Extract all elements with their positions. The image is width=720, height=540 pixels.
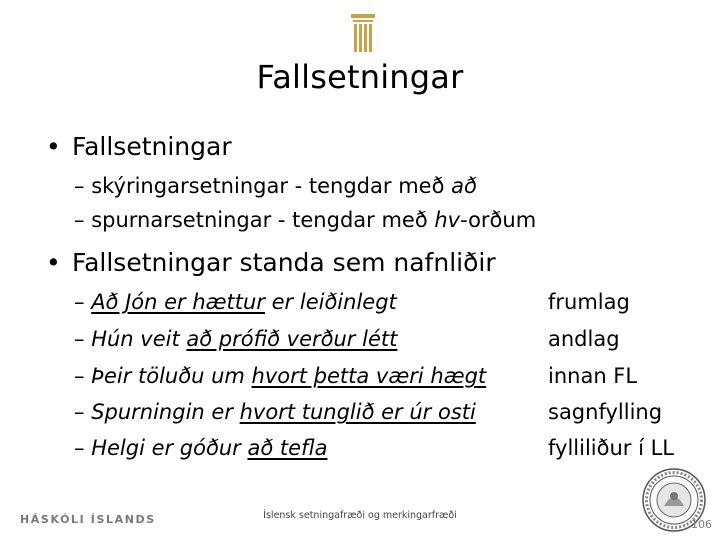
dash: – (74, 436, 85, 460)
example-sentence (74, 400, 476, 424)
sub-bullet-spurnar (74, 208, 536, 232)
bullet-dot: • (46, 248, 61, 277)
university-logo-icon (349, 12, 377, 56)
example-underlined-clause: að tefla (247, 436, 328, 460)
dash: – (74, 364, 85, 388)
bullet-dot: • (46, 132, 61, 161)
sub-bullet-italic: hv (434, 208, 461, 232)
example-sentence (74, 327, 397, 351)
slide-title: Fallsetningar (256, 58, 464, 96)
example-sentence (74, 290, 397, 314)
course-name: Íslensk setningafræði og merkingarfræði (263, 510, 457, 521)
function-label: andlag (548, 327, 620, 351)
sub-bullet-text: spurnarsetningar - tengdar með (91, 208, 435, 232)
function-label: sagnfylling (548, 400, 663, 424)
example-pre: Helgi er góður (91, 436, 248, 460)
dash: – (74, 327, 85, 351)
dash: – (74, 400, 85, 424)
example-sentence (74, 436, 327, 460)
function-label: innan FL (548, 364, 638, 388)
sub-bullet-italic: að (451, 174, 477, 198)
page-number: 106 (691, 518, 712, 531)
example-sentence (74, 364, 486, 388)
bullet-nafnlidir (46, 248, 496, 277)
example-underlined-clause: hvort þetta væri hægt (251, 364, 487, 388)
dash: – (74, 208, 85, 232)
bullet-fallsetningar (46, 132, 232, 161)
bullet-label: Fallsetningar standa sem nafnliðir (72, 248, 496, 277)
sub-bullet-skyringar (74, 174, 477, 198)
dash: – (74, 174, 85, 198)
sub-bullet-text: skýringarsetningar - tengdar með (91, 174, 452, 198)
example-underlined-clause: hvort tunglið er úr osti (239, 400, 476, 424)
example-pre: Þeir töluðu um (91, 364, 252, 388)
example-pre: Spurningin er (91, 400, 240, 424)
example-pre: Hún veit (91, 327, 187, 351)
institution-name: HÁSKÓLI ÍSLANDS (20, 513, 156, 526)
function-label: frumlag (548, 290, 630, 314)
example-post: er leiðinlegt (264, 290, 397, 314)
example-underlined-clause: að prófið verður létt (186, 327, 398, 351)
example-underlined-clause: Að Jón er hættur (91, 290, 265, 314)
function-label: fylliliður í LL (548, 436, 674, 460)
dash: – (74, 290, 85, 314)
bullet-label: Fallsetningar (72, 132, 232, 161)
sub-bullet-suffix: -orðum (460, 208, 537, 232)
